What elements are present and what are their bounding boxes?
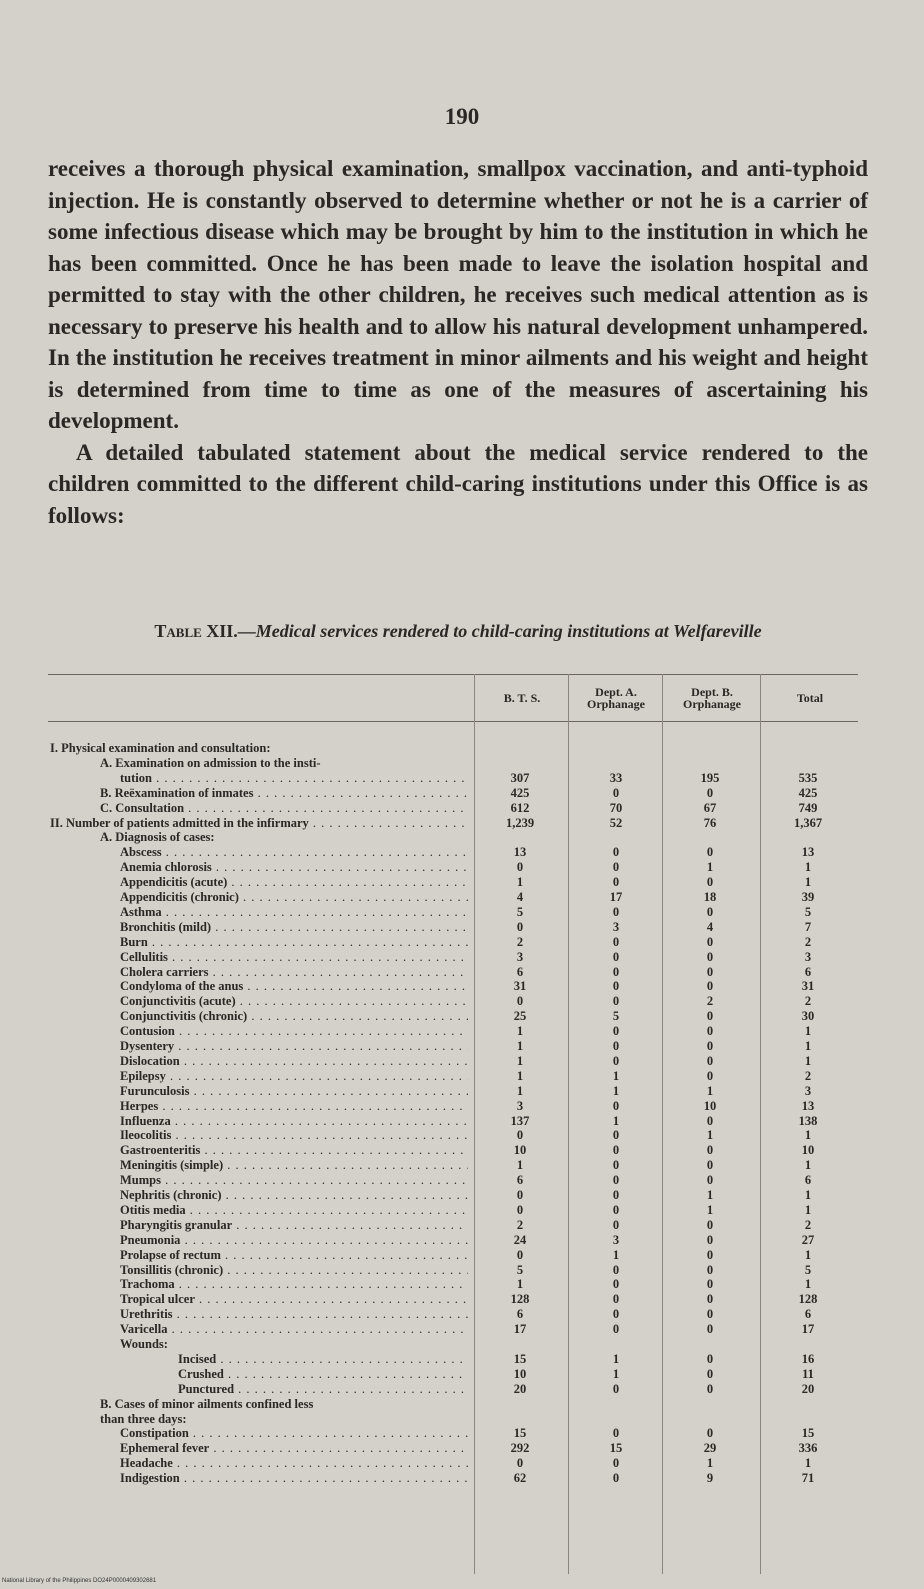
table-row	[0, 1009, 924, 1024]
table-row	[0, 965, 924, 980]
cell-value: 1	[612, 1366, 620, 1381]
cell-value: 0	[612, 1143, 620, 1158]
table-row	[0, 1233, 924, 1248]
cell-value: 13	[801, 1098, 815, 1113]
row-label: Burn . . .	[120, 935, 468, 950]
cell-value: 0	[612, 964, 620, 979]
cell-value: 1	[516, 875, 524, 890]
row-label: Conjunctivitis (acute) . . .	[120, 994, 468, 1009]
cell-value: 0	[516, 994, 524, 1009]
row-label: Dislocation . . .	[120, 1054, 468, 1069]
table-title	[48, 619, 868, 643]
table-row	[0, 905, 924, 920]
cell-value: 0	[612, 949, 620, 964]
row-label: I. Physical examination and consultation:	[50, 741, 271, 755]
cell-value: 0	[612, 1471, 620, 1486]
cell-value: 0	[516, 1456, 524, 1471]
cell-value: 1	[706, 1128, 714, 1143]
cell-value: 0	[612, 1202, 620, 1217]
cell-value: 0	[706, 904, 714, 919]
cell-value: 5	[516, 1262, 524, 1277]
table-row	[0, 1114, 924, 1129]
cell-value: 0	[706, 785, 714, 800]
row-label: Ileocolitis . . .	[120, 1128, 468, 1143]
cell-value: 0	[706, 875, 714, 890]
cell-value: 3	[804, 1083, 812, 1098]
cell-value: 13	[801, 845, 815, 860]
cell-value: 29	[703, 1441, 717, 1456]
cell-value: 0	[612, 1277, 620, 1292]
row-label: Wounds:	[120, 1337, 168, 1351]
cell-value: 1	[804, 1128, 812, 1143]
cell-value: 0	[706, 979, 714, 994]
table-row	[0, 1248, 924, 1263]
cell-value: 0	[516, 1247, 524, 1262]
row-label: Tropical ulcer . . .	[120, 1292, 468, 1307]
cell-value: 70	[609, 800, 623, 815]
cell-value: 15	[513, 1351, 527, 1366]
cell-value: 1	[516, 1039, 524, 1053]
table-row	[0, 830, 924, 845]
table-row	[0, 1426, 924, 1441]
row-label: Cholera carriers . . .	[120, 965, 468, 980]
cell-value: 138	[798, 1113, 818, 1128]
cell-value: 1	[804, 1188, 812, 1202]
table-row	[0, 786, 924, 801]
cell-value: 0	[706, 1262, 714, 1277]
cell-value: 1	[612, 1068, 620, 1083]
cell-value: 10	[703, 1098, 717, 1113]
cell-value: 6	[516, 964, 524, 979]
row-label: Herpes . . .	[120, 1099, 468, 1114]
table-top-rule	[48, 674, 858, 675]
cell-value: 9	[706, 1471, 714, 1486]
row-label: B. Cases of minor ailments confined less	[100, 1396, 314, 1411]
row-label: Meningitis (simple) . . .	[120, 1158, 468, 1173]
cell-value: 1	[804, 1039, 812, 1053]
table-row	[0, 756, 924, 771]
table-row	[0, 1292, 924, 1307]
cell-value: 0	[612, 934, 620, 949]
cell-value: 6	[804, 1173, 812, 1188]
row-label: Trachoma . . .	[120, 1277, 468, 1292]
cell-value: 1	[612, 1083, 620, 1098]
cell-value: 749	[798, 800, 818, 815]
cell-value: 0	[612, 1039, 620, 1053]
cell-value: 292	[510, 1441, 530, 1456]
table-row	[0, 1069, 924, 1084]
cell-value: 0	[612, 785, 620, 800]
row-label: Indigestion . . .	[120, 1471, 468, 1486]
row-label: than three days:	[100, 1411, 187, 1426]
table-row	[0, 1084, 924, 1099]
table-row	[0, 1039, 924, 1054]
cell-value: 0	[706, 1232, 714, 1247]
cell-value: 0	[612, 904, 620, 919]
row-label: A. Diagnosis of cases:	[100, 830, 215, 845]
row-label: Asthma . . .	[120, 905, 468, 920]
cell-value: 1	[804, 860, 812, 875]
cell-value: 31	[801, 979, 815, 994]
cell-value: 0	[612, 1307, 620, 1322]
cell-value: 7	[804, 919, 812, 934]
cell-value: 336	[798, 1441, 818, 1456]
cell-value: 2	[804, 994, 812, 1009]
cell-value: 2	[706, 994, 714, 1009]
cell-value: 5	[516, 904, 524, 919]
table-row	[0, 875, 924, 890]
cell-value: 3	[516, 949, 524, 964]
cell-value: 0	[612, 845, 620, 860]
row-label: Appendicitis (chronic) . . .	[120, 890, 468, 905]
cell-value: 27	[801, 1232, 815, 1247]
row-label: Conjunctivitis (chronic) . . .	[120, 1009, 468, 1024]
row-label: Constipation . . .	[120, 1426, 468, 1441]
table-row	[0, 1441, 924, 1456]
row-label: A. Examination on admission to the insti-	[100, 755, 321, 770]
cell-value: 0	[706, 1039, 714, 1053]
row-label: Influenza . . .	[120, 1114, 468, 1129]
row-label: Urethritis . . .	[120, 1307, 468, 1322]
row-label: Contusion . . .	[120, 1024, 468, 1039]
cell-value: 2	[804, 1068, 812, 1083]
row-label: Otitis media . . .	[120, 1203, 468, 1218]
cell-value: 31	[513, 979, 527, 994]
cell-value: 1	[706, 1083, 714, 1098]
cell-value: 76	[703, 815, 717, 830]
cell-value: 425	[798, 785, 818, 800]
table-row	[0, 1054, 924, 1069]
cell-value: 137	[510, 1113, 530, 1128]
row-label: C. Consultation . . .	[100, 801, 468, 816]
cell-value: 17	[513, 1322, 527, 1337]
cell-value: 16	[801, 1351, 815, 1366]
cell-value: 0	[706, 845, 714, 860]
row-label: Appendicitis (acute) . . .	[120, 875, 468, 890]
cell-value: 535	[798, 770, 818, 785]
cell-value: 5	[804, 1262, 812, 1277]
cell-value: 33	[609, 770, 623, 785]
table-row	[0, 1203, 924, 1218]
table-row	[0, 1456, 924, 1471]
cell-value: 0	[706, 1351, 714, 1366]
cell-value: 0	[706, 964, 714, 979]
cell-value: 1	[804, 1247, 812, 1262]
cell-value: 0	[706, 1307, 714, 1322]
table-row	[0, 979, 924, 994]
table-row	[0, 1471, 924, 1486]
row-label: Abscess . . .	[120, 845, 468, 860]
table-row	[0, 1382, 924, 1397]
cell-value: 0	[516, 919, 524, 934]
cell-value: 1	[804, 1456, 812, 1471]
cell-value: 1	[612, 1247, 620, 1262]
cell-value: 24	[513, 1232, 527, 1247]
cell-value: 0	[612, 1128, 620, 1143]
column-header-total: Total	[796, 691, 824, 705]
cell-value: 128	[510, 1292, 530, 1307]
table-row	[0, 741, 924, 756]
table-row	[0, 1024, 924, 1039]
cell-value: 425	[510, 785, 530, 800]
cell-value: 20	[801, 1381, 815, 1396]
table-row	[0, 920, 924, 935]
cell-value: 1	[804, 1202, 812, 1217]
row-label: Cellulitis . . .	[120, 950, 468, 965]
cell-value: 0	[706, 949, 714, 964]
paragraph-2: A detailed tabulated statement about the medical service rendered to the children committed to the different child-caring institutions under this Office is as follows:	[48, 439, 868, 528]
cell-value: 10	[513, 1366, 527, 1381]
row-label: Punctured . . .	[178, 1382, 468, 1397]
row-label: Mumps . . .	[120, 1173, 468, 1188]
table-row	[0, 1277, 924, 1292]
table-row	[0, 1099, 924, 1114]
table-row	[0, 994, 924, 1009]
row-label: II. Number of patients admitted in the infirmary . . .	[50, 816, 468, 831]
cell-value: 0	[612, 1173, 620, 1188]
table-row	[0, 771, 924, 786]
table-row	[0, 1412, 924, 1427]
cell-value: 15	[801, 1426, 815, 1441]
cell-value: 11	[802, 1366, 814, 1381]
cell-value: 1	[516, 1053, 524, 1068]
row-label: B. Reëxamination of inmates . . .	[100, 786, 468, 801]
cell-value: 0	[612, 1024, 620, 1039]
cell-value: 4	[516, 890, 524, 904]
cell-value: 0	[612, 1292, 620, 1307]
table-row	[0, 1337, 924, 1352]
cell-value: 0	[612, 1426, 620, 1441]
row-label: Tonsillitis (chronic) . . .	[120, 1263, 468, 1278]
row-label: Bronchitis (mild) . . .	[120, 920, 468, 935]
cell-value: 0	[612, 1262, 620, 1277]
cell-value: 1	[706, 1456, 714, 1471]
cell-value: 71	[801, 1471, 815, 1486]
cell-value: 10	[513, 1143, 527, 1158]
cell-value: 15	[513, 1426, 527, 1441]
cell-value: 0	[706, 1068, 714, 1083]
table-title-lead: Table XII.—	[154, 621, 256, 641]
table-row	[0, 1143, 924, 1158]
cell-value: 0	[516, 1202, 524, 1217]
cell-value: 1	[516, 1083, 524, 1098]
cell-value: 0	[706, 1426, 714, 1441]
cell-value: 0	[706, 1158, 714, 1173]
cell-value: 3	[516, 1098, 524, 1113]
cell-value: 0	[612, 1322, 620, 1337]
cell-value: 0	[706, 1247, 714, 1262]
row-label: Anemia chlorosis . . .	[120, 860, 468, 875]
table-row	[0, 1322, 924, 1337]
cell-value: 307	[510, 770, 530, 785]
cell-value: 3	[612, 919, 620, 934]
column-header-dept-a: Dept. A. Orphanage	[586, 685, 645, 711]
table-row	[0, 890, 924, 905]
cell-value: 1	[804, 1277, 812, 1292]
cell-value: 20	[513, 1381, 527, 1396]
cell-value: 52	[609, 815, 623, 830]
cell-value: 0	[612, 1188, 620, 1202]
cell-value: 2	[516, 934, 524, 949]
table-row	[0, 1307, 924, 1322]
row-label: Headache . . .	[120, 1456, 468, 1471]
cell-value: 1	[516, 1277, 524, 1292]
row-label: Dysentery . . .	[120, 1039, 468, 1054]
cell-value: 0	[706, 1277, 714, 1292]
cell-value: 30	[801, 1009, 815, 1024]
cell-value: 0	[706, 1381, 714, 1396]
cell-value: 0	[612, 1158, 620, 1173]
cell-value: 0	[612, 1381, 620, 1396]
cell-value: 0	[706, 1173, 714, 1188]
cell-value: 25	[513, 1009, 527, 1024]
cell-value: 1	[706, 860, 714, 875]
cell-value: 0	[612, 1053, 620, 1068]
table-row	[0, 816, 924, 831]
table-row	[0, 1158, 924, 1173]
cell-value: 0	[706, 1322, 714, 1337]
cell-value: 67	[703, 800, 717, 815]
table-row	[0, 1367, 924, 1382]
cell-value: 0	[706, 934, 714, 949]
cell-value: 0	[516, 1128, 524, 1143]
cell-value: 17	[609, 890, 623, 904]
cell-value: 0	[612, 875, 620, 890]
cell-value: 1	[804, 875, 812, 890]
cell-value: 62	[513, 1471, 527, 1486]
row-label: Nephritis (chronic) . . .	[120, 1188, 468, 1203]
cell-value: 2	[804, 1217, 812, 1232]
cell-value: 10	[801, 1143, 815, 1158]
cell-value: 0	[706, 1113, 714, 1128]
cell-value: 2	[516, 1217, 524, 1232]
cell-value: 1	[516, 1068, 524, 1083]
cell-value: 1	[516, 1158, 524, 1173]
cell-value: 1	[612, 1113, 620, 1128]
cell-value: 0	[706, 1024, 714, 1039]
column-header-dept-b: Dept. B. Orphanage	[682, 685, 741, 711]
table-row	[0, 950, 924, 965]
cell-value: 1	[804, 1053, 812, 1068]
table-row	[0, 860, 924, 875]
cell-value: 0	[516, 860, 524, 875]
cell-value: 0	[612, 1456, 620, 1471]
cell-value: 17	[801, 1322, 815, 1337]
cell-value: 39	[801, 890, 815, 904]
cell-value: 0	[706, 1217, 714, 1232]
row-label: Condyloma of the anus . . .	[120, 979, 468, 994]
row-label: Incised . . .	[178, 1352, 468, 1367]
row-label: Furunculosis . . .	[120, 1084, 468, 1099]
footer-credit: National Library of the Philippines DO24P0000409302681	[2, 1578, 157, 1584]
row-label: Crushed . . .	[178, 1367, 468, 1382]
table-row	[0, 1352, 924, 1367]
cell-value: 15	[609, 1441, 623, 1456]
cell-value: 612	[510, 800, 530, 815]
cell-value: 4	[706, 919, 714, 934]
table-row	[0, 1128, 924, 1143]
row-label: Pneumonia . . .	[120, 1233, 468, 1248]
table-row	[0, 1188, 924, 1203]
cell-value: 1	[612, 1351, 620, 1366]
cell-value: 1,239	[505, 815, 535, 830]
cell-value: 1	[706, 1188, 714, 1202]
row-label: Epilepsy . . .	[120, 1069, 468, 1084]
table-row	[0, 1263, 924, 1278]
table-row	[0, 935, 924, 950]
cell-value: 3	[612, 1232, 620, 1247]
cell-value: 0	[706, 1009, 714, 1024]
cell-value: 0	[612, 1217, 620, 1232]
cell-value: 0	[706, 1292, 714, 1307]
cell-value: 1	[516, 1024, 524, 1039]
cell-value: 195	[700, 770, 720, 785]
cell-value: 5	[804, 904, 812, 919]
page-number: 190	[444, 104, 480, 129]
cell-value: 18	[703, 890, 717, 904]
table-header-rule	[48, 721, 858, 722]
cell-value: 1	[804, 1158, 812, 1173]
cell-value: 0	[516, 1188, 524, 1202]
cell-value: 0	[612, 1098, 620, 1113]
cell-value: 3	[804, 949, 812, 964]
cell-value: 13	[513, 845, 527, 860]
table-row	[0, 1397, 924, 1412]
cell-value: 0	[612, 994, 620, 1009]
cell-value: 128	[798, 1292, 818, 1307]
column-header-bts: B. T. S.	[503, 691, 541, 705]
table-row	[0, 1218, 924, 1233]
table-row	[0, 1173, 924, 1188]
table-row	[0, 845, 924, 860]
cell-value: 0	[706, 1366, 714, 1381]
cell-value: 6	[804, 964, 812, 979]
paragraph-1: receives a thorough physical examination, smallpox vaccination, and anti-typhoid injection. He is constantly observed to determine whether or not he is a carrier of some infectious disease which may be brought by him to the institution in which he has been committed. Once he has been made to leave the isolation hospital and permitted to stay with the other children, he receives such medical attention as is necessary to preserve his health and to allow his natural development unhampered. In the institution he receives treatment in minor ailments and his weight and height is determined from time to time as one of the measures of ascertaining his development.	[48, 156, 868, 433]
row-label: Pharyngitis granular . . .	[120, 1218, 468, 1233]
row-label: Ephemeral fever . . .	[120, 1441, 468, 1456]
row-label: tution . . .	[120, 771, 468, 786]
row-label: Varicella . . .	[120, 1322, 468, 1337]
cell-value: 6	[516, 1173, 524, 1188]
cell-value: 0	[612, 860, 620, 875]
row-label: Gastroenteritis . . .	[120, 1143, 468, 1158]
table-row	[0, 801, 924, 816]
body-text	[48, 153, 868, 531]
cell-value: 0	[612, 979, 620, 994]
cell-value: 6	[804, 1307, 812, 1322]
cell-value: 1,367	[793, 815, 823, 830]
table-title-text: Medical services rendered to child-caring institutions at Welfareville	[255, 621, 762, 641]
cell-value: 1	[706, 1202, 714, 1217]
cell-value: 6	[516, 1307, 524, 1322]
cell-value: 1	[804, 1024, 812, 1039]
cell-value: 0	[706, 1053, 714, 1068]
cell-value: 5	[612, 1009, 620, 1024]
cell-value: 0	[706, 1143, 714, 1158]
row-label: Prolapse of rectum . . .	[120, 1248, 468, 1263]
cell-value: 2	[804, 934, 812, 949]
